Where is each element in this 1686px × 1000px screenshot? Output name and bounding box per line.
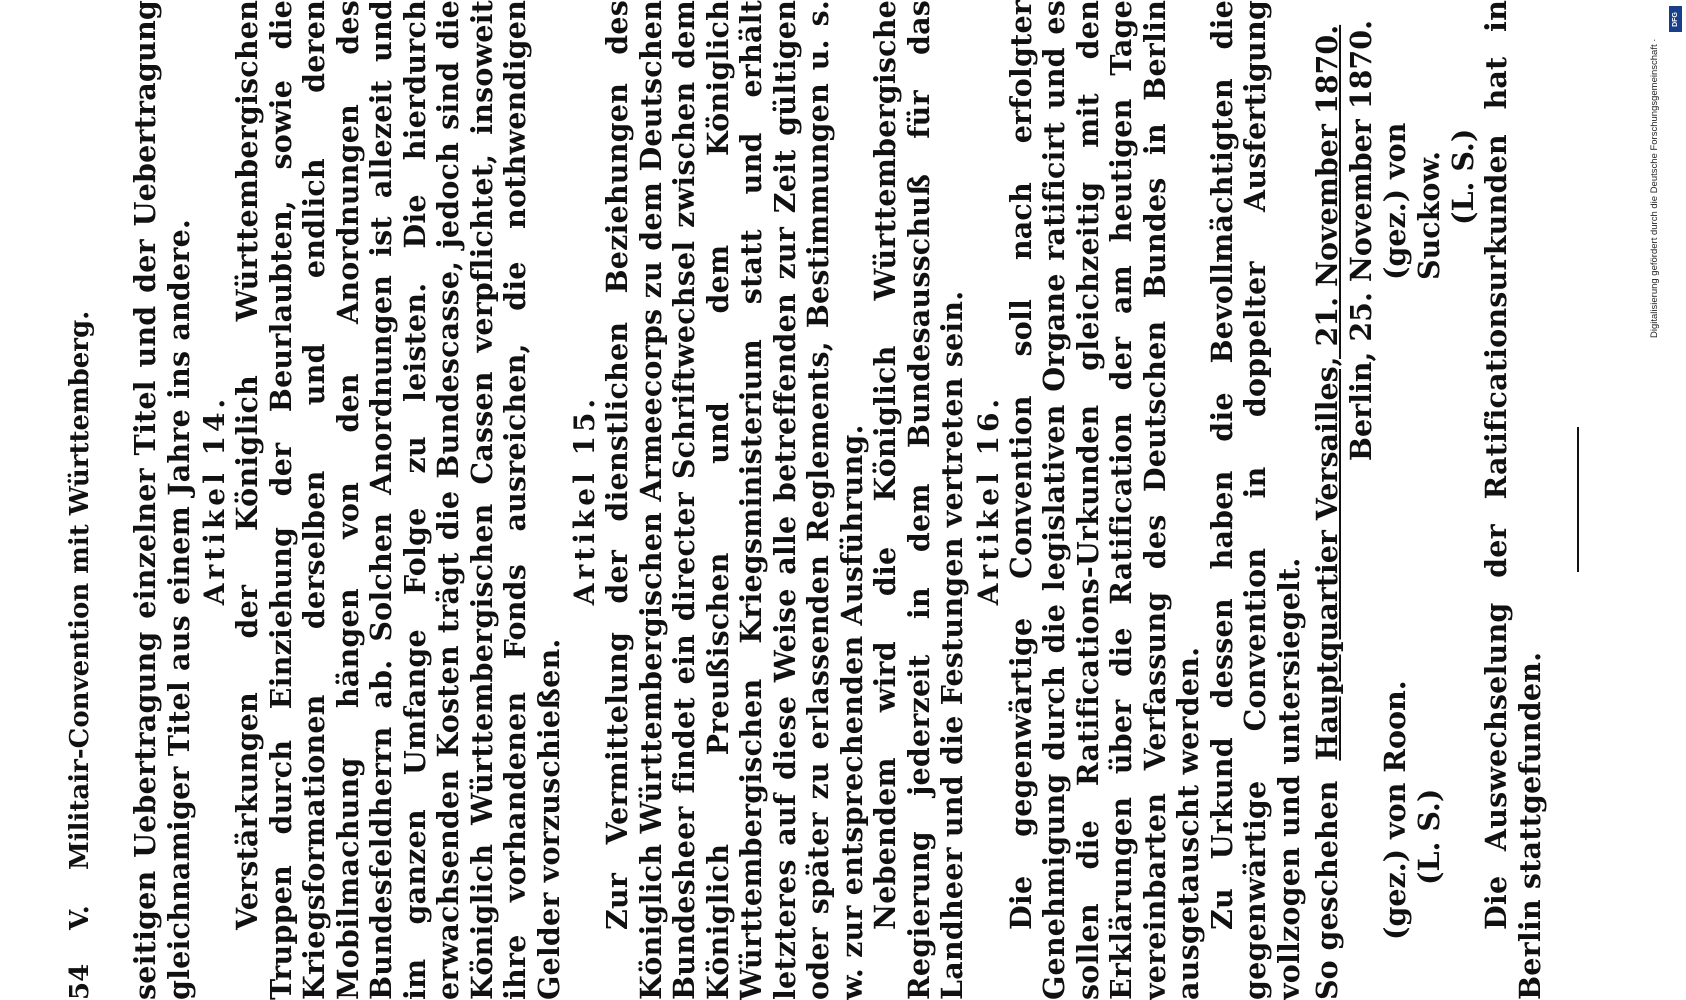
final-note: Die Auswechselung der Ratificationsurkunden hat in Berlin stattgefunden. [1479, 0, 1547, 1000]
dfg-logo-icon [1669, 6, 1682, 32]
article-14-heading: Artikel 14. [198, 394, 231, 606]
article-14-text: Verstärkungen der Königlich Württembergischen Truppen durch Einziehung der Beurlaubten, sowie die Kriegsformationen derselben und endlich deren Mobilmachung hängen von den Anordnungen des Bundesfeldherrn ab. Solchen Anordnungen ist allezeit und im ganzen Umfange Folge zu leisten. Die hierdurch erwachsenden Kosten trägt die Bundescasse, jedoch sind die Königlich Württembergischen Cassen verpflichtet, insoweit ihre vorhandenen Fonds ausreichen, die nothwendigen Gelder vorzuschießen. [230, 0, 566, 1000]
signature-left [1378, 500, 1480, 1000]
place-date-berlin: Berlin, 25. November 1870. [1344, 20, 1378, 462]
article-16-heading: Artikel 16. [971, 394, 1005, 606]
signer-right: (gez.) von Suckow. [1378, 122, 1446, 280]
page-header [65, 0, 95, 1000]
article-16-text-1: Die gegenwärtige Convention soll nach erfolgter Genehmigung durch die legislativen Organe ratificirt und es sollen die Ratifications-Urkunden gleichzeitig mit den Erklärungen über die Ratification der am heutigen Tage vereinbarten Verfassung des Deutschen Bundes in Berlin ausgetauscht werden. [1003, 0, 1205, 1000]
place-date-versailles: Hauptquartier Versailles, 21. November 1870. [1310, 24, 1344, 761]
running-title: Militair-Convention mit Württemberg. [65, 310, 95, 870]
digitization-notice: Digitalisierung gefördert durch die Deutsche Forschungsgemeinschaft · [1649, 38, 1660, 338]
seal-left: (L. S.) [1412, 788, 1446, 885]
place-date-line [1310, 0, 1344, 1000]
rotated-page [65, 0, 1547, 1000]
page-number: 54 [65, 963, 95, 1000]
signature-right [1378, 0, 1480, 500]
seal-right: (L. S.) [1446, 128, 1480, 225]
dfg-logo-text: DFG [1672, 11, 1679, 27]
intro-paragraph: seitigen Uebertragung einzelner Titel und der Uebertragung gleichnamiger Titel aus einem Jahre ins andere. [128, 0, 196, 1000]
signatures [1378, 0, 1480, 1000]
signer-left: (gez.) von Roon. [1378, 680, 1412, 940]
article-15-text-1: Zur Vermittelung der dienstlichen Beziehungen des Königlich Württembergischen Armeecorps zu dem Deutschen Bundesheer findet ein directer Schriftwechsel zwischen dem Königlich Preußischen und dem Königlich Württembergischen Kriegsministerium statt und erhält letzteres auf diese Weise alle betreffenden zur Zeit gültigen oder später zu erlassenden Reglements, Bestimmungen u. s. w. zur entsprechenden Ausführung. [600, 0, 869, 1000]
article-16-text-2: Zu Urkund dessen haben die Bevollmächtigten die gegenwärtige Convention in doppelter Ausfertigung vollzogen und untersiegelt. [1204, 0, 1306, 1000]
article-15-heading: Artikel 15. [568, 394, 601, 606]
section-number: V. [65, 905, 95, 930]
closing-rule [1577, 428, 1579, 573]
article-15-text-2: Nebendem wird die Königlich Württembergische Regierung jederzeit in dem Bundesausschuß für das Landheer und die Festungen vertreten sein. [868, 0, 969, 1000]
so-geschehen: So geschehen [1310, 780, 1344, 1000]
